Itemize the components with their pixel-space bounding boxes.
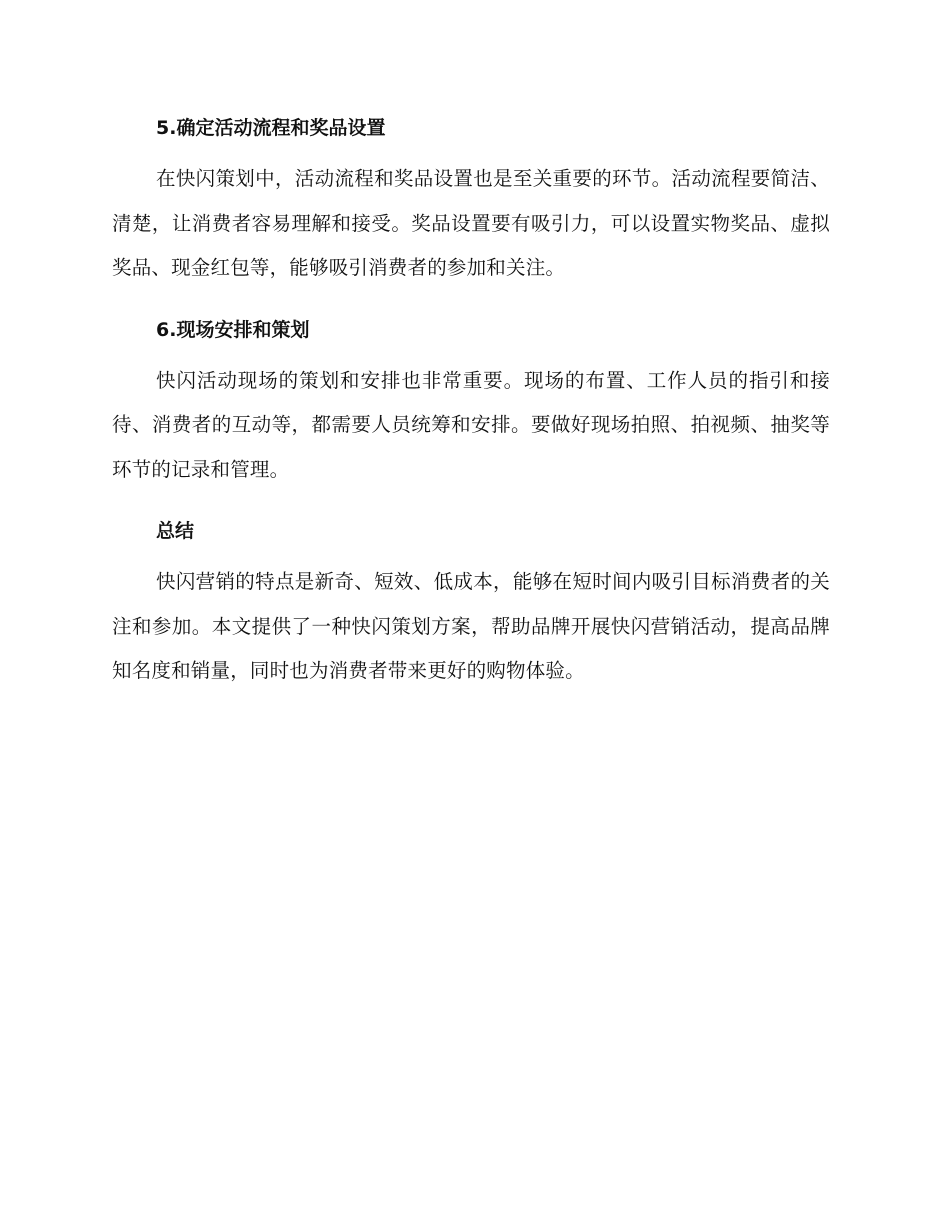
- document-body: [112, 106, 830, 711]
- section-heading-summary: 总结: [156, 520, 195, 542]
- section-paragraph-process-prizes: 在快闪策划中，活动流程和奖品设置也是至关重要的环节。活动流程要简洁、清楚，让消费者容易理解和接受。奖品设置要有吸引力，可以设置实物奖品、虚拟奖品、现金红包等，能够吸引消费者的参加和关注。: [112, 167, 830, 279]
- section-heading-process-prizes: 5.确定活动流程和奖品设置: [156, 117, 386, 139]
- section-paragraph-summary: 快闪营销的特点是新奇、短效、低成本，能够在短时间内吸引目标消费者的关注和参加。本文提供了一种快闪策划方案，帮助品牌开展快闪营销活动，提高品牌知名度和销量，同时也为消费者带来更好的购物体验。: [112, 570, 830, 682]
- section-paragraph-onsite-arrangement: 快闪活动现场的策划和安排也非常重要。现场的布置、工作人员的指引和接待、消费者的互动等，都需要人员统筹和安排。要做好现场拍照、拍视频、抽奖等环节的记录和管理。: [112, 368, 830, 481]
- section-heading-onsite-arrangement: 6.现场安排和策划: [156, 318, 310, 341]
